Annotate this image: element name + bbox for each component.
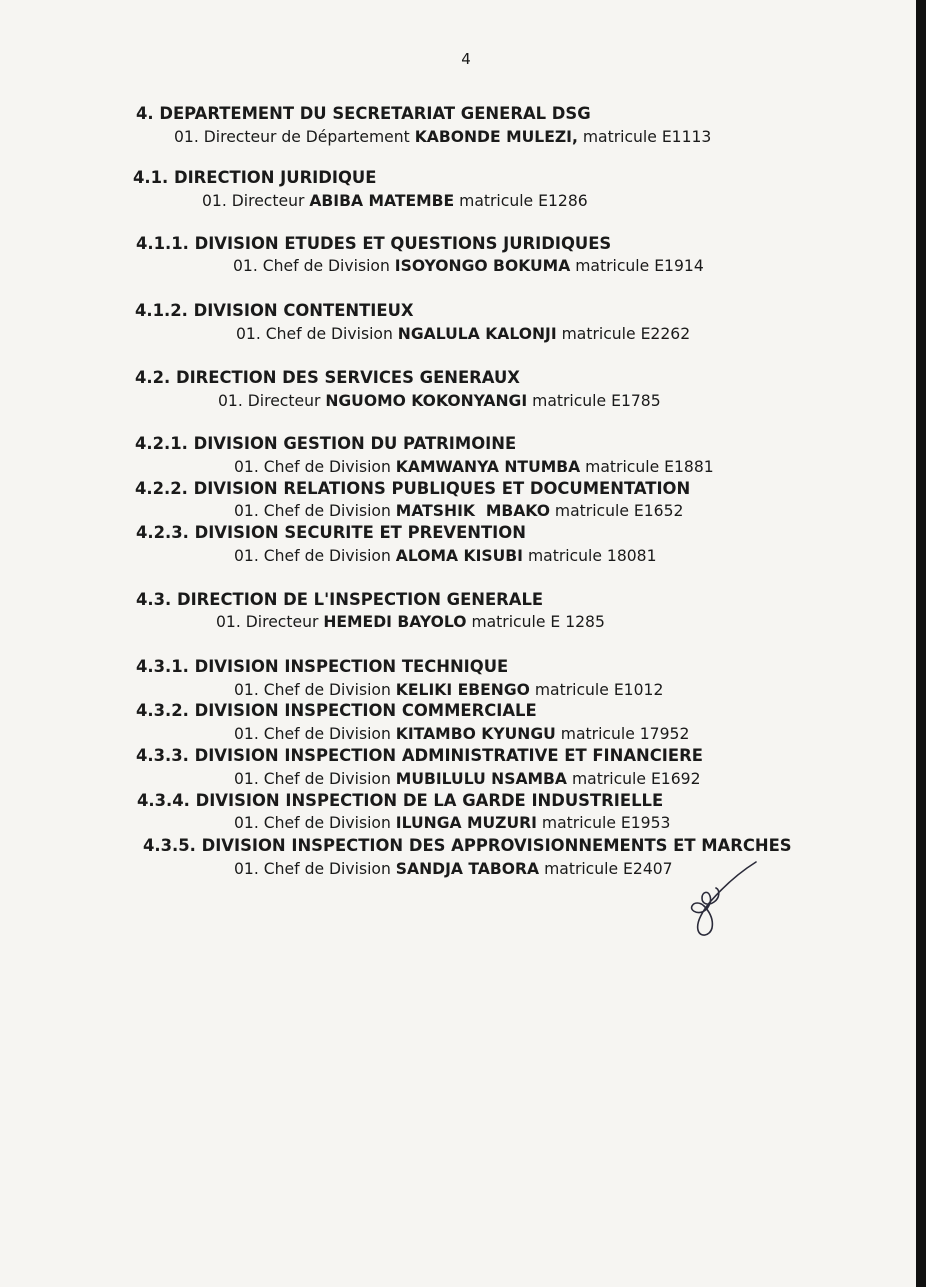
- matricule-number: E1785: [611, 392, 661, 410]
- matricule-label: matricule: [582, 128, 657, 146]
- item-number: 01.: [218, 392, 243, 410]
- section-detail: [202, 190, 588, 212]
- section-heading: 4.2.1. DIVISION GESTION DU PATRIMOINE: [135, 434, 517, 453]
- section-heading: 4.3.3. DIVISION INSPECTION ADMINISTRATIVE ET FINANCIERE: [136, 746, 703, 765]
- item-number: 01.: [234, 502, 259, 520]
- person-name: SANDJA TABORA: [395, 860, 540, 878]
- section-detail: [218, 390, 661, 412]
- item-number: 01.: [216, 613, 241, 631]
- role-title: Directeur: [245, 613, 319, 631]
- person-name: KABONDE MULEZI,: [414, 128, 578, 146]
- section-detail: [174, 126, 711, 148]
- matricule-label: matricule: [527, 547, 602, 565]
- role-title: Chef de Division: [265, 325, 393, 343]
- section-heading: 4.3.4. DIVISION INSPECTION DE LA GARDE INDUSTRIELLE: [137, 791, 664, 810]
- item-number: 01.: [174, 128, 199, 146]
- matricule-number: E1652: [633, 502, 684, 520]
- item-number: 01.: [236, 325, 261, 343]
- person-name: NGALULA KALONJI: [397, 325, 557, 343]
- role-title: Chef de Division: [262, 257, 390, 275]
- role-title: Chef de Division: [263, 814, 391, 832]
- person-name: ISOYONGO BOKUMA: [394, 257, 571, 275]
- matricule-label: matricule: [532, 392, 607, 410]
- matricule-label: matricule: [541, 814, 616, 832]
- role-title: Chef de Division: [263, 770, 391, 788]
- role-title: Chef de Division: [263, 860, 391, 878]
- item-number: 01.: [234, 458, 259, 476]
- section-heading: 4.3. DIRECTION DE L'INSPECTION GENERALE: [136, 590, 544, 609]
- section-heading: 4. DEPARTEMENT DU SECRETARIAT GENERAL DSG: [136, 104, 591, 123]
- item-number: 01.: [202, 192, 227, 210]
- item-number: 01.: [234, 725, 259, 743]
- role-title: Directeur: [247, 392, 321, 410]
- matricule-label: matricule: [561, 325, 636, 343]
- section-detail: [234, 545, 657, 567]
- signature-icon: [680, 858, 760, 940]
- role-title: Directeur: [231, 192, 305, 210]
- matricule-label: matricule: [585, 458, 660, 476]
- item-number: 01.: [234, 681, 259, 699]
- person-name: NGUOMO KOKONYANGI: [325, 392, 528, 410]
- section-heading: 4.3.1. DIVISION INSPECTION TECHNIQUE: [136, 657, 509, 676]
- matricule-label: matricule: [554, 502, 629, 520]
- person-name: ALOMA KISUBI: [395, 547, 523, 565]
- section-heading: 4.1.1. DIVISION ETUDES ET QUESTIONS JURIDIQUES: [136, 234, 612, 253]
- section-heading: 4.2. DIRECTION DES SERVICES GENERAUX: [135, 368, 520, 387]
- section-detail: [234, 500, 683, 522]
- person-name: MUBILULU NSAMBA: [395, 770, 568, 788]
- matricule-label: matricule: [544, 860, 619, 878]
- role-title: Directeur de Département: [203, 128, 410, 146]
- matricule-label: matricule: [459, 192, 534, 210]
- matricule-number: E1914: [654, 257, 704, 275]
- matricule-number: E1953: [620, 814, 671, 832]
- item-number: 01.: [234, 770, 259, 788]
- item-number: 01.: [233, 257, 258, 275]
- matricule-number: E1881: [664, 458, 714, 476]
- person-name: ILUNGA MUZURI: [395, 814, 537, 832]
- section-detail: [216, 611, 605, 633]
- role-title: Chef de Division: [263, 681, 391, 699]
- section-detail: [234, 812, 670, 834]
- section-heading: 4.3.5. DIVISION INSPECTION DES APPROVISIONNEMENTS ET MARCHES: [143, 836, 792, 855]
- role-title: Chef de Division: [263, 458, 391, 476]
- matricule-label: matricule: [560, 725, 635, 743]
- section-detail: [233, 255, 704, 277]
- matricule-number: E1012: [613, 681, 664, 699]
- section-detail: [234, 679, 663, 701]
- item-number: 01.: [234, 814, 259, 832]
- matricule-label: matricule: [534, 681, 609, 699]
- section-heading: 4.1.2. DIVISION CONTENTIEUX: [135, 301, 414, 320]
- page-number: 4: [461, 50, 471, 68]
- matricule-label: matricule: [571, 770, 646, 788]
- scan-edge: [916, 0, 926, 1287]
- section-detail: [236, 323, 690, 345]
- person-name: ABIBA MATEMBE: [309, 192, 455, 210]
- section-heading: 4.1. DIRECTION JURIDIQUE: [133, 168, 377, 187]
- section-detail: [234, 723, 689, 745]
- item-number: 01.: [234, 547, 259, 565]
- matricule-number: E2407: [623, 860, 673, 878]
- matricule-label: matricule: [575, 257, 650, 275]
- matricule-number: E1113: [661, 128, 712, 146]
- matricule-number: 18081: [606, 547, 657, 565]
- section-detail: [234, 456, 714, 478]
- matricule-number: 17952: [639, 725, 690, 743]
- item-number: 01.: [234, 860, 259, 878]
- matricule-number: E1692: [650, 770, 701, 788]
- person-name: HEMEDI BAYOLO: [323, 613, 467, 631]
- person-name: KITAMBO KYUNGU: [395, 725, 556, 743]
- section-heading: 4.2.2. DIVISION RELATIONS PUBLIQUES ET DOCUMENTATION: [135, 479, 691, 498]
- person-name: KELIKI EBENGO: [395, 681, 530, 699]
- role-title: Chef de Division: [263, 547, 391, 565]
- matricule-number: E 1285: [550, 613, 605, 631]
- matricule-number: E2262: [640, 325, 691, 343]
- section-detail: [234, 768, 701, 790]
- section-detail: [234, 858, 673, 880]
- matricule-label: matricule: [471, 613, 546, 631]
- matricule-number: E1286: [538, 192, 588, 210]
- person-name: MATSHIK MBAKO: [395, 502, 550, 520]
- role-title: Chef de Division: [263, 725, 391, 743]
- person-name: KAMWANYA NTUMBA: [395, 458, 581, 476]
- section-heading: 4.2.3. DIVISION SECURITE ET PREVENTION: [136, 523, 526, 542]
- role-title: Chef de Division: [263, 502, 391, 520]
- section-heading: 4.3.2. DIVISION INSPECTION COMMERCIALE: [136, 701, 537, 720]
